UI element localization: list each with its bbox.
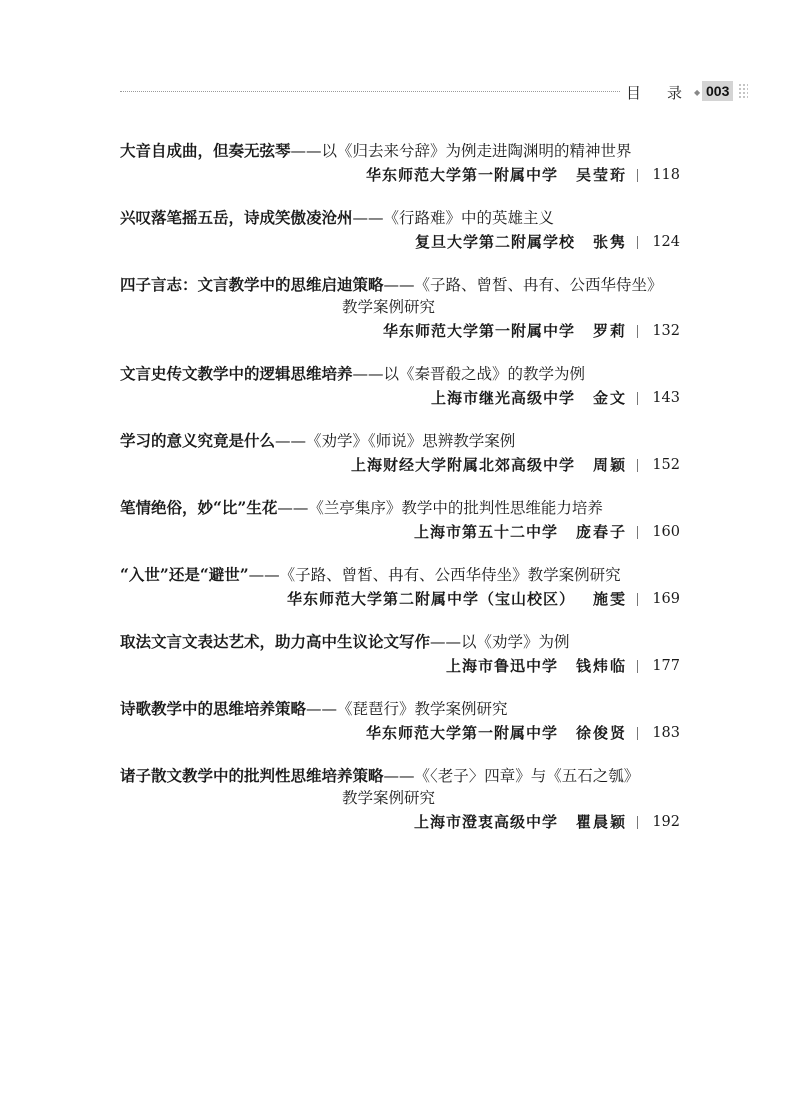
entry-title [120,207,680,229]
entry-byline [120,385,680,411]
header-title-right: 录 [667,84,683,102]
entry-byline [120,586,680,612]
entry-title [120,564,680,586]
toc-entry[interactable] [120,497,680,545]
toc-entry[interactable] [120,698,680,746]
entry-title [120,140,680,162]
entry-school: 华东师范大学第二附属中学（宝山校区） [286,590,575,608]
entry-page-number: 143 [652,390,680,406]
entry-main-title: 学习的意义究竟是什么 [120,431,276,450]
entry-title [120,698,680,720]
entry-main-title: 诸子散文教学中的批判性思维培养策略 [120,766,384,785]
entry-title [120,274,680,296]
entry-title [120,497,680,519]
entry-main-title: 大音自成曲，但奏无弦琴 [120,141,291,160]
entry-separator [637,816,638,829]
entry-separator [637,660,638,673]
entry-school: 华东师范大学第一附属中学 [365,166,558,184]
toc-entry[interactable] [120,765,680,835]
entry-title [120,430,680,452]
entry-title [120,363,680,385]
entry-separator [637,459,638,472]
running-header [120,78,748,106]
entry-page-number: 169 [652,591,680,607]
entry-byline [120,318,680,344]
entry-school: 华东师范大学第一附属中学 [382,322,575,340]
entry-separator [637,593,638,606]
entry-page-number: 118 [652,167,680,183]
entry-subtitle: ——《琵琶行》教学案例研究 [306,700,508,718]
entry-main-title: 笔情绝俗，妙“比”生花 [120,498,278,517]
entry-school: 上海市鲁迅中学 [445,657,558,675]
entry-school: 华东师范大学第一附属中学 [365,724,558,742]
toc-entry[interactable] [120,363,680,411]
entry-school: 上海市第五十二中学 [413,523,558,541]
badge-dot-pattern [738,83,748,99]
entry-subtitle: ——《子路、曾皙、冉有、公西华侍坐》教学案例研究 [248,566,621,584]
header-title-left: 目 [626,84,642,102]
entry-author: 周颖 [592,456,627,474]
entry-school: 复旦大学第二附属学校 [414,233,575,251]
entry-subtitle: ——《〈老子〉四章》与《五石之瓠》 [383,767,640,785]
entry-byline [120,809,680,835]
entry-byline [120,720,680,746]
entry-page-number: 132 [652,323,680,339]
entry-page-number: 124 [652,234,680,250]
entry-byline [120,653,680,679]
entry-separator [637,392,638,405]
entry-subtitle: ——以《秦晋殽之战》的教学为例 [352,365,586,383]
header-dotted-rule [120,91,620,92]
header-bullet-icon: ◆ [694,88,701,97]
entry-separator [637,727,638,740]
entry-subtitle: ——以《劝学》为例 [430,633,570,651]
header-title [626,82,682,103]
table-of-contents [120,140,680,854]
entry-byline [120,229,680,255]
entry-byline [120,452,680,478]
entry-subtitle: ——《行路难》中的英雄主义 [352,209,555,227]
entry-separator [637,236,638,249]
entry-main-title: 取法文言文表达艺术，助力高中生议论文写作 [120,632,431,651]
entry-author: 徐俊贤 [575,724,627,742]
entry-page-number: 183 [652,725,680,741]
entry-separator [637,526,638,539]
toc-entry[interactable] [120,207,680,255]
entry-main-title: 四子言志：文言教学中的思维启迪策略 [120,275,384,294]
entry-separator [637,325,638,338]
entry-page-number: 152 [652,457,680,473]
entry-title [120,631,680,653]
entry-page-number: 160 [652,524,680,540]
entry-subtitle: ——《劝学》《师说》思辨教学案例 [275,432,516,450]
entry-subtitle-continuation: 教学案例研究 [341,298,435,316]
toc-entry[interactable] [120,631,680,679]
entry-byline [120,519,680,545]
entry-school: 上海市继光高级中学 [430,389,575,407]
entry-page-number: 192 [652,814,680,830]
entry-title [120,765,680,787]
toc-entry[interactable] [120,430,680,478]
entry-subtitle: ——《兰亭集序》教学中的批判性思维能力培养 [277,499,603,517]
entry-main-title: “入世”还是“避世” [120,565,249,584]
entry-byline [120,162,680,188]
toc-entry[interactable] [120,564,680,612]
entry-subtitle: ——《子路、曾皙、冉有、公西华侍坐》 [383,276,663,294]
entry-main-title: 诗歌教学中的思维培养策略 [120,699,307,718]
entry-author: 吴莹珩 [575,166,627,184]
entry-author: 金文 [592,389,627,407]
entry-author: 庞春子 [575,523,627,541]
entry-author: 罗莉 [592,322,627,340]
entry-subtitle-continuation: 教学案例研究 [341,789,435,807]
entry-author: 施雯 [592,590,627,608]
entry-author: 张隽 [592,233,627,251]
page-number-badge: 003 [702,81,733,101]
entry-main-title: 文言史传文教学中的逻辑思维培养 [120,364,353,383]
entry-author: 钱炜临 [575,657,627,675]
entry-author: 瞿晨颖 [575,813,627,831]
entry-main-title: 兴叹落笔摇五岳，诗成笑傲凌沧州 [120,208,353,227]
toc-entry[interactable] [120,274,680,344]
entry-separator [637,169,638,182]
entry-subtitle: ——以《归去来兮辞》为例走进陶渊明的精神世界 [290,142,632,160]
entry-school: 上海市澄衷高级中学 [413,813,558,831]
toc-entry[interactable] [120,140,680,188]
entry-school: 上海财经大学附属北郊高级中学 [350,456,575,474]
entry-page-number: 177 [652,658,680,674]
